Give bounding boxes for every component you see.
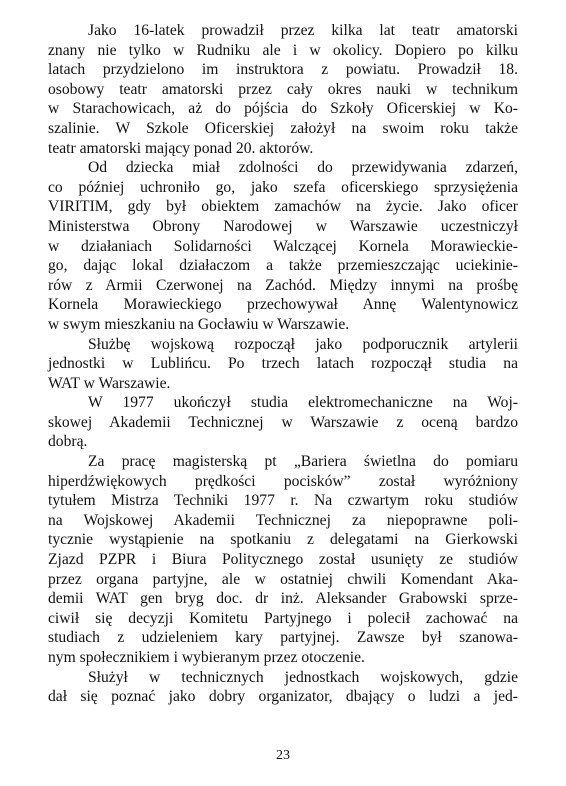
body-text bbox=[48, 21, 518, 707]
text-line: teatr amatorski mający ponad 20. aktorów. bbox=[48, 139, 314, 157]
text-line: demii WAT gen bryg doc. dr inż. Aleksander Grabowski sprze- bbox=[48, 590, 518, 608]
text-line: Ministerstwa Obrony Narodowej w Warszawie uczestniczył bbox=[48, 217, 518, 235]
text-line: co później uchroniło go, jako szefa oficerskiego sprzysiężenia bbox=[48, 178, 518, 196]
text-line: dał się poznać jako dobry organizator, dbający o ludzi a jed- bbox=[48, 688, 518, 706]
text-line: Kornela Morawieckiego przechowywał Annę Walentynowicz bbox=[48, 296, 518, 314]
text-line: Służbę wojskową rozpoczął jako podporucznik artylerii bbox=[88, 335, 518, 353]
text-line: go, dając lokal działaczom a także przemieszczając uciekinie- bbox=[48, 257, 518, 275]
text-line: skowej Akademii Technicznej w Warszawie z oceną bardzo bbox=[48, 413, 518, 431]
text-line: w Starachowicach, aż do pójścia do Szkoły Oficerskiej w Ko- bbox=[48, 100, 518, 118]
text-line: tycznie wystąpienie na spotkaniu z delegatami na Gierkowski bbox=[48, 531, 518, 549]
text-line: Zjazd PZPR i Biura Politycznego został usunięty ze studiów bbox=[48, 551, 518, 569]
text-line: Służył w technicznych jednostkach wojskowych, gdzie bbox=[88, 668, 518, 686]
text-line: Od dziecka miał zdolności do przewidywania zdarzeń, bbox=[88, 159, 518, 177]
text-line: WAT w Warszawie. bbox=[48, 374, 171, 392]
text-line: W 1977 ukończył studia elektromechaniczne na Woj- bbox=[88, 394, 518, 412]
text-line: nym społecznikiem i wybieranym przez otoczenie. bbox=[48, 649, 365, 666]
text-line: rów z Armii Czerwonej na Zachód. Między innymi na prośbę bbox=[48, 276, 518, 294]
text-line: latach przydzielono im instruktora z powiatu. Prowadził 18. bbox=[48, 61, 518, 79]
text-line: VIRITIM, gdy był obiektem zamachów na życie. Jako oficer bbox=[48, 198, 518, 216]
text-line: hiperdźwiękowych prędkości pocisków” został wyróżniony bbox=[48, 472, 518, 490]
text-line: jednostki w Lublińcu. Po trzech latach rozpoczął studia na bbox=[48, 355, 518, 373]
text-line: szalinie. W Szkole Oficerskiej założył na swoim roku także bbox=[48, 119, 518, 137]
text-line: na Wojskowej Akademii Technicznej za niepoprawne poli- bbox=[48, 511, 518, 529]
text-line: ciwił się decyzji Komitetu Partyjnego i polecił zachować na bbox=[48, 609, 518, 627]
text-line: osobowy teatr amatorski przez cały okres nauki w technikum bbox=[48, 80, 518, 98]
page-number: 23 bbox=[276, 748, 290, 763]
text-line: Jako 16-latek prowadził przez kilka lat teatr amatorski bbox=[88, 22, 518, 39]
text-line: Za pracę magisterską pt „Bariera świetlna do pomiaru bbox=[88, 453, 518, 471]
text-line: w działaniach Solidarności Walczącej Kornela Morawieckie- bbox=[48, 237, 518, 255]
text-line: przez organa partyjne, ale w ostatniej chwili Komendant Aka- bbox=[48, 570, 518, 588]
text-line: w swym mieszkaniu na Gocławiu w Warszawie. bbox=[48, 315, 350, 333]
text-line: znany nie tylko w Rudniku ale i w okolicy. Dopiero po kilku bbox=[48, 41, 518, 59]
text-line: tytułem Mistrza Techniki 1977 r. Na czwartym roku studiów bbox=[48, 492, 518, 510]
text-line: studiach z udzieleniem kary partyjnej. Zawsze był szanowa- bbox=[48, 629, 518, 647]
text-line: dobrą. bbox=[48, 433, 88, 451]
